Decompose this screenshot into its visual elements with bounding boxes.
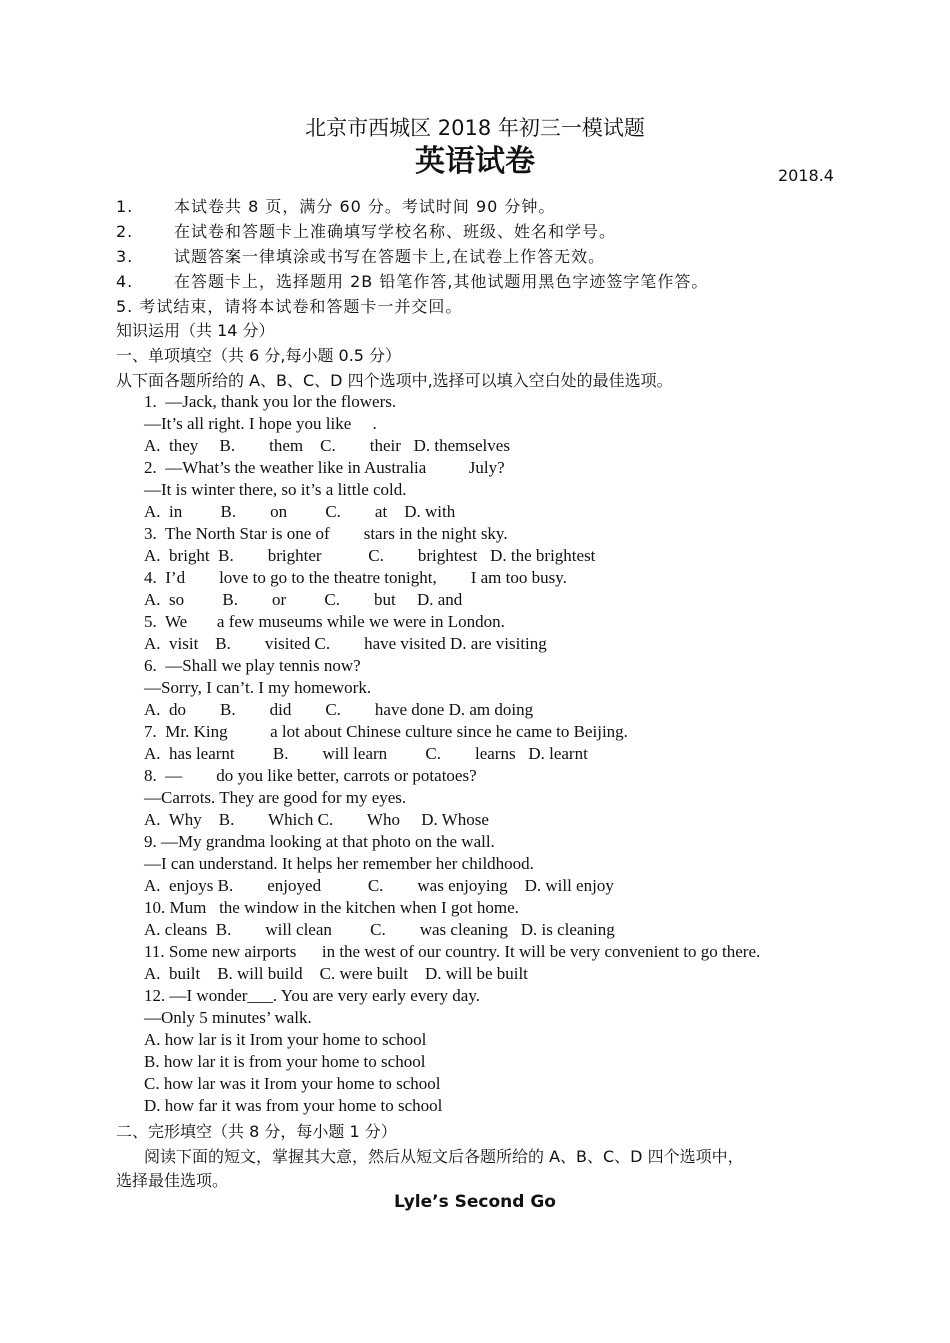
instruction-item: 2. 在试卷和答题卡上准确填写学校名称、班级、姓名和学号。 (116, 222, 617, 241)
question-line: —It’s all right. I hope you like . (144, 414, 377, 433)
part2-title: 二、完形填空（共 8 分，每小题 1 分） (116, 1122, 397, 1141)
question-line: A. so B. or C. but D. and (144, 590, 463, 609)
exam-date: 2018.4 (778, 166, 834, 185)
passage-title: Lyle’s Second Go (394, 1192, 556, 1212)
question-line: 7. Mr. King a lot about Chinese culture since he came to Beijing. (144, 722, 628, 741)
question-line: 3. The North Star is one of stars in the night sky. (144, 524, 508, 543)
question-line: —Carrots. They are good for my eyes. (144, 788, 407, 807)
question-line: A. do B. did C. have done D. am doing (144, 700, 534, 719)
part1-instruction: 从下面各题所给的 A、B、C、D 四个选项中,选择可以填入空白处的最佳选项。 (116, 371, 673, 390)
question-line: 4. I’d love to go to the theatre tonight, I am too busy. (144, 568, 567, 587)
question-line: 8. — do you like better, carrots or potatoes? (144, 766, 477, 785)
question-line: A. Why B. Which C. Who D. Whose (144, 810, 489, 829)
question-line: —Only 5 minutes’ walk. (144, 1008, 312, 1027)
question-line: A. bright B. brighter C. brightest D. the brightest (144, 546, 596, 565)
question-line: —It is winter there, so it’s a little cold. (144, 480, 407, 499)
part2-instruction-line1: 阅读下面的短文，掌握其大意，然后从短文后各题所给的 A、B、C、D 四个选项中， (144, 1147, 744, 1166)
question-line: 5. We a few museums while we were in London. (144, 612, 505, 631)
part2-instruction-line2: 选择最佳选项。 (116, 1171, 229, 1190)
question-line: A. how lar is it Irom your home to school (144, 1030, 427, 1049)
page-subtitle: 英语试卷 (415, 144, 535, 179)
instruction-item: 4. 在答题卡上，选择题用 2B 铅笔作答,其他试题用黑色字迹签字笔作答。 (116, 272, 709, 291)
question-line: 11. Some new airports in the west of our country. It will be very convenient to go there. (144, 942, 761, 961)
question-line: A. enjoys B. enjoyed C. was enjoying D. will enjoy (144, 876, 614, 895)
instruction-item: 1. 本试卷共 8 页，满分 60 分。考试时间 90 分钟。 (116, 197, 556, 216)
question-line: 9. —My grandma looking at that photo on the wall. (144, 832, 495, 851)
part1-title: 一、单项填空（共 6 分,每小题 0.5 分） (116, 346, 402, 365)
question-line: B. how lar it is from your home to school (144, 1052, 426, 1071)
question-line: 6. —Shall we play tennis now? (144, 656, 361, 675)
question-line: 12. —I wonder___. You are very early every day. (144, 986, 480, 1005)
question-line: —Sorry, I can’t. I my homework. (144, 678, 372, 697)
question-line: A. has learnt B. will learn C. learns D. learnt (144, 744, 588, 763)
question-line: —I can understand. It helps her remember her childhood. (144, 854, 534, 873)
question-line: A. in B. on C. at D. with (144, 502, 456, 521)
question-line: A. built B. will build C. were built D. will be built (144, 964, 528, 983)
page-title: 北京市西城区 2018 年初三一模试题 (305, 116, 645, 140)
question-line: C. how lar was it Irom your home to school (144, 1074, 441, 1093)
question-line: 2. —What’s the weather like in Australia July? (144, 458, 505, 477)
question-line: D. how far it was from your home to school (144, 1096, 443, 1115)
instruction-item: 5. 考试结束，请将本试卷和答题卡一并交回。 (116, 297, 463, 316)
question-line: A. they B. them C. their D. themselves (144, 436, 510, 455)
question-line: 1. —Jack, thank you lor the flowers. (144, 392, 397, 411)
question-line: A. cleans B. will clean C. was cleaning D. is cleaning (144, 920, 615, 939)
question-line: 10. Mum the window in the kitchen when I got home. (144, 898, 519, 917)
instruction-item: 3. 试题答案一律填涂或书写在答题卡上,在试卷上作答无效。 (116, 247, 606, 266)
section-heading: 知识运用（共 14 分） (116, 321, 275, 340)
question-line: A. visit B. visited C. have visited D. are visiting (144, 634, 547, 653)
